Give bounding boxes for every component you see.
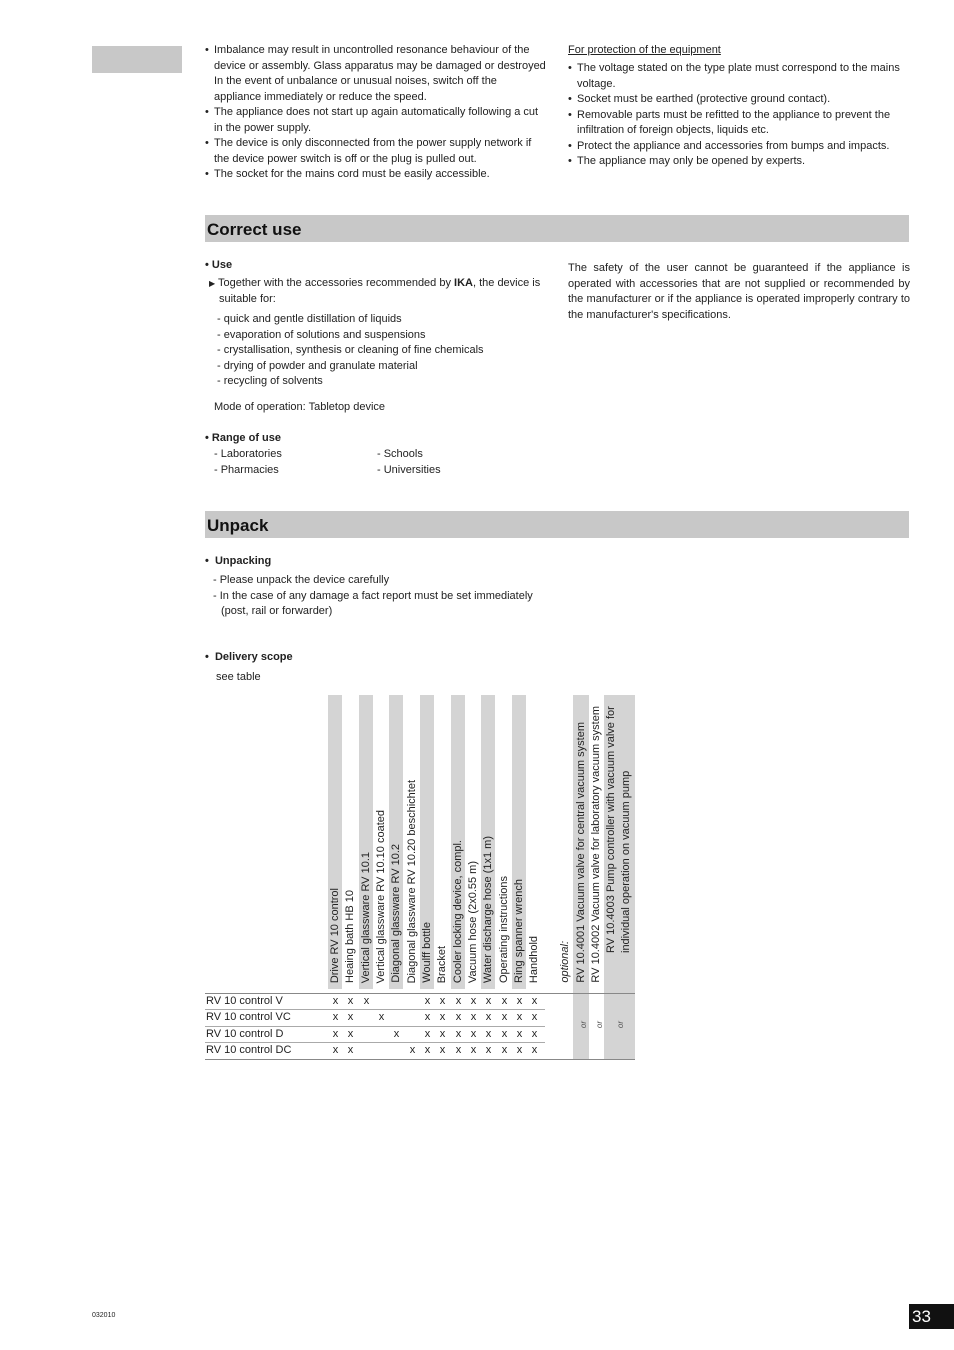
column-header: Diagonal glassware RV 10.20 beschichtet (406, 779, 418, 983)
table-cell: x (347, 1011, 354, 1023)
use-item: - crystallisation, synthesis or cleaning of fine chemicals (217, 344, 484, 356)
protection-item: • The voltage stated on the type plate must correspond to the mains voltage. (568, 61, 910, 92)
column-header: Ring spanner wrench (513, 879, 525, 983)
table-cell: x (470, 995, 477, 1007)
doc-code: 032010 (92, 1312, 116, 1319)
protection-item: • The appliance may only be opened by experts. (568, 154, 910, 170)
range-item: - Laboratories (214, 448, 282, 460)
table-cell: x (439, 995, 446, 1007)
column-header: Drive RV 10 control (329, 887, 341, 983)
table-cell: x (485, 1028, 492, 1040)
use-label: • Use (205, 259, 233, 271)
table-cell: x (470, 1044, 477, 1056)
use-intro: ▶ Together with the accessories recommended by IKA, the device is suitable for: (209, 277, 541, 305)
safety-item: • The socket for the mains cord must be easily accessible. (205, 167, 547, 183)
or-marker: or (579, 1021, 588, 1029)
column-header: Handhold (528, 935, 540, 983)
safety-note: The safety of the user cannot be guaranteed if the appliance is operated with accessories that are not supplied or recommended by the manufacturer or if the appliance is operated improperly contrary to the manufacturer's specifications. (568, 262, 910, 321)
table-cell: x (455, 1028, 462, 1040)
table-cell: x (516, 1028, 523, 1040)
range-col-2 (377, 447, 441, 478)
protection-item: • Protect the appliance and accessories from bumps and impacts. (568, 139, 910, 155)
range-label: • Range of use (205, 432, 281, 444)
protection-heading: For protection of the equipment (568, 44, 721, 56)
table-cell: x (393, 1028, 400, 1040)
page-number: 33 (909, 1304, 954, 1329)
unpacking-item: - In the case of any damage a fact report must be set immediately (post, rail or forwarder) (213, 589, 533, 617)
table-cell: x (455, 995, 462, 1007)
or-marker: or (616, 1021, 625, 1029)
unpack-bar (205, 511, 909, 538)
table-cell: x (347, 995, 354, 1007)
protection-item: • Removable parts must be refitted to the appliance to prevent the infiltration of foreign objects, liquids etc. (568, 108, 910, 139)
column-header: Bracket (436, 945, 448, 983)
table-row-label: RV 10 control V (206, 995, 283, 1007)
table-cell: x (424, 1011, 431, 1023)
column-header: Woulff bottle (421, 922, 433, 983)
range-item: - Schools (377, 448, 423, 460)
table-rule (205, 1059, 635, 1060)
column-header: Vertical glassware RV 10.1 (360, 851, 372, 983)
column-header: Water discharge hose (1x1 m) (482, 836, 494, 983)
table-row-label: RV 10 control D (206, 1028, 284, 1040)
range-item: - Universities (377, 463, 441, 476)
table-cell: x (470, 1028, 477, 1040)
table-cell: x (332, 1011, 339, 1023)
table-cell: x (363, 995, 370, 1007)
table-cell: x (347, 1044, 354, 1056)
table-cell: x (485, 1044, 492, 1056)
table-cell: x (516, 1044, 523, 1056)
table-cell: x (378, 1011, 385, 1023)
use-item: - recycling of solvents (217, 375, 323, 387)
unpacking-item: - Please unpack the device carefully (213, 574, 390, 586)
table-cell: x (531, 1028, 538, 1040)
table-cell: x (531, 995, 538, 1007)
table-cell: x (516, 1011, 523, 1023)
or-marker: or (595, 1021, 604, 1029)
use-item: - quick and gentle distillation of liquids (217, 313, 402, 325)
protection-list (568, 61, 910, 170)
table-cell: x (501, 1044, 508, 1056)
table-cell: x (501, 1011, 508, 1023)
optional-column-header: RV 10.4001 Vacuum valve for central vacuum system (575, 722, 587, 983)
table-cell: x (485, 1011, 492, 1023)
table-cell: x (439, 1044, 446, 1056)
table-cell: x (455, 1044, 462, 1056)
table-cell: x (424, 1044, 431, 1056)
safety-list (205, 43, 547, 183)
table-row-label: RV 10 control DC (206, 1044, 292, 1056)
table-cell: x (501, 1028, 508, 1040)
table-cell: x (424, 1028, 431, 1040)
use-list (217, 312, 484, 390)
delivery-label: • Delivery scope (205, 651, 293, 663)
unpack-title: Unpack (207, 516, 269, 535)
mode-of-operation: Mode of operation: Tabletop device (214, 401, 386, 413)
correct-use-bar (205, 215, 909, 242)
header-tab (92, 46, 182, 73)
table-cell: x (531, 1044, 538, 1056)
range-col-1 (214, 447, 282, 478)
table-cell: x (531, 1011, 538, 1023)
use-item: - evaporation of solutions and suspensions (217, 328, 426, 341)
safety-item: • Imbalance may result in uncontrolled resonance behaviour of the device or assembly. Glass apparatus may be damaged or destroyed In the event of unbalance or unusual noises, switch off the appliance immediately or reduce the speed. (205, 43, 547, 105)
column-header: Heaing bath HB 10 (344, 890, 356, 983)
optional-column-header: RV 10.4002 Vacuum valve for laboratory vacuum system (590, 706, 602, 983)
safety-item: • The appliance does not start up again automatically following a cut in the power supply. (205, 105, 547, 136)
column-header: Operating instructions (498, 876, 510, 983)
table-cell: x (424, 995, 431, 1007)
use-item: - drying of powder and granulate material (217, 359, 418, 372)
brand-ika: IKA (454, 277, 473, 289)
column-header: Cooler locking device, compl. (452, 839, 464, 983)
unpacking-label: • Unpacking (205, 555, 272, 567)
triangle-bullet-icon: ▶ (209, 279, 216, 288)
table-cell: x (501, 995, 508, 1007)
table-cell: x (455, 1011, 462, 1023)
table-cell: x (485, 995, 492, 1007)
column-header: Vacuum hose (2x0.55 m) (467, 860, 479, 983)
table-cell: x (516, 995, 523, 1007)
table-cell: x (332, 1028, 339, 1040)
table-row-label: RV 10 control VC (206, 1011, 291, 1023)
safety-item: • The device is only disconnected from the power supply network if the device power switch is off or the plug is pulled out. (205, 136, 547, 167)
table-cell: x (332, 1044, 339, 1056)
table-cell: x (409, 1044, 416, 1056)
range-item: - Pharmacies (214, 463, 279, 476)
column-header: Vertical glassware RV 10.10 coated (375, 809, 387, 983)
delivery-note: see table (216, 671, 261, 683)
correct-use-title: Correct use (207, 220, 302, 239)
table-cell: x (439, 1011, 446, 1023)
table-cell: x (439, 1028, 446, 1040)
optional-label: optional: (559, 941, 571, 983)
table-cell: x (332, 995, 339, 1007)
optional-column-header: RV 10.4003 Pump controller with vacuum valve for individual operation on vacuum pump (605, 706, 632, 953)
column-header: Diagonal glassware RV 10.2 (390, 844, 402, 983)
protection-item: • Socket must be earthed (protective ground contact). (568, 92, 910, 108)
table-cell: x (347, 1028, 354, 1040)
table-cell: x (470, 1011, 477, 1023)
unpacking-list (213, 573, 543, 620)
